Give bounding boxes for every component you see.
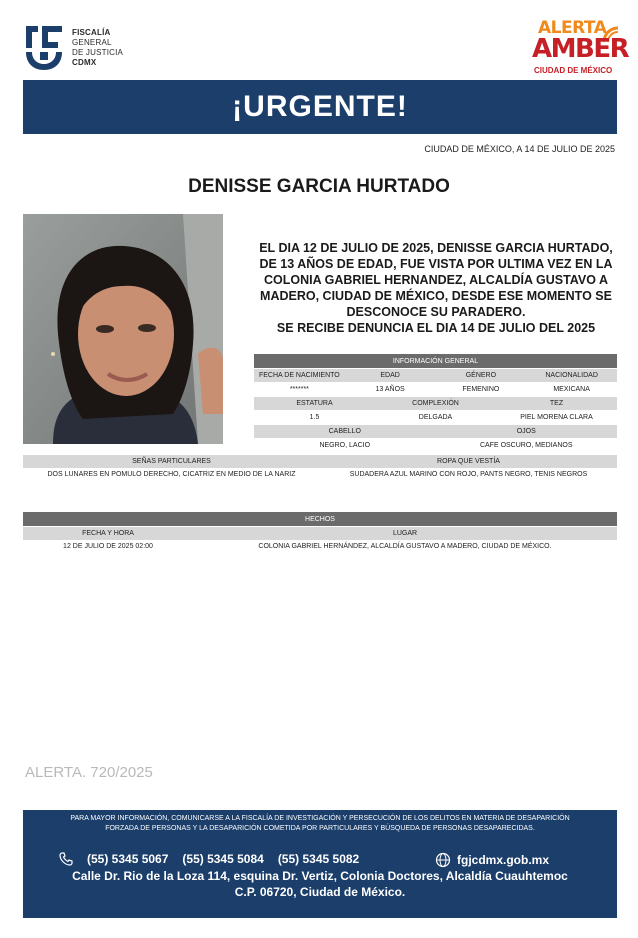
header-age: EDAD [380, 372, 400, 379]
phone-number[interactable]: (55) 5345 5067 [87, 852, 169, 866]
fgj-logo [22, 22, 132, 72]
value-date-time: 12 DE JULIO DE 2025 02:00 [63, 543, 153, 550]
header-birthdate: FECHA DE NACIMIENTO [258, 372, 340, 379]
value-eyes: CAFE OSCURO, MEDIANOS [479, 442, 573, 449]
general-info-value-row [254, 411, 617, 424]
address-line: C.P. 06720, Ciudad de México. [234, 885, 406, 899]
facts-header-row [23, 527, 617, 540]
amber-logo-amber: AMBER [532, 34, 629, 64]
general-info-value-row [254, 383, 617, 396]
fgj-line3: DE JUSTICIA [72, 48, 124, 57]
missing-person-photo [23, 214, 223, 444]
general-info-value-row [254, 439, 617, 452]
facts-title-row [23, 512, 617, 526]
value-complexion: PIEL MORENA CLARA [520, 414, 593, 421]
amber-logo-city: CIUDAD DE MÉXICO [534, 66, 613, 75]
general-info-title-row [254, 354, 617, 368]
value-build: DELGADA [418, 414, 453, 421]
phone-icon [59, 852, 73, 866]
header-nationality: NACIONALIDAD [545, 372, 598, 379]
footer-address [23, 868, 617, 900]
features-header-row [23, 455, 617, 468]
description-line: SE RECIBE DENUNCIA EL DIA 14 DE JULIO DEL 2025 [276, 321, 596, 335]
phone-number[interactable]: (55) 5345 5084 [182, 852, 264, 866]
portrait-image [23, 214, 223, 444]
general-info-header-row [254, 425, 617, 438]
footer-info-line: FORZADA DE PERSONAS Y LA DESAPARICIÓN COMETIDA POR PARTICULARES Y BÚSQUEDA DE PERSONAS DESAPARECIDAS. [105, 825, 535, 832]
description-line: MADERO, CIUDAD DE MÉXICO, DESDE ESE MOMENTO SE [260, 289, 612, 303]
value-clothing: SUDADERA AZUL MARINO CON ROJO, PANTS NEGRO, TENIS NEGROS [349, 471, 588, 478]
header-eyes: OJOS [516, 428, 536, 435]
header-particular-marks: SEÑAS PARTICULARES [132, 458, 211, 465]
description-line: DE 13 AÑOS DE EDAD, FUE VISTA POR ULTIMA VEZ EN LA [259, 257, 613, 271]
footer-phones [59, 852, 359, 866]
features-table [23, 455, 617, 483]
address-line: Calle Dr. Rio de la Loza 114, esquina Dr. Vertiz, Colonia Doctores, Alcaldía Cuauhtemoc [72, 869, 568, 883]
footer-info-text [37, 814, 603, 834]
footer [23, 810, 617, 918]
footer-info-line: PARA MAYOR INFORMACIÓN, COMUNICARSE A LA FISCALÍA DE INVESTIGACIÓN Y PERSECUCIÓN DE LOS DELITOS EN MATERIA DE DESAPARICIÓN [70, 815, 570, 822]
header-place: LUGAR [392, 530, 418, 537]
description-line: DESCONOCE SU PARADERO. [346, 305, 526, 319]
header-complexion: TEZ [549, 400, 564, 407]
facts-table [23, 512, 617, 554]
fgj-line2: GENERAL [72, 38, 112, 47]
facts-title: HECHOS [305, 515, 335, 523]
alert-number: ALERTA. 720/2025 [25, 764, 153, 781]
urgent-banner: ¡URGENTE! [23, 80, 617, 134]
description-text [252, 240, 620, 336]
fgj-line1: FISCALÍA [72, 28, 111, 37]
general-info-table [254, 354, 617, 454]
value-birthdate: ******* [289, 386, 309, 393]
amber-logo-alerta: ALERTA [538, 18, 607, 38]
value-particular-marks: DOS LUNARES EN POMULO DERECHO, CICATRIZ EN MEDIO DE LA NARIZ [47, 471, 296, 478]
fgj-emblem-icon [22, 22, 66, 70]
footer-website [435, 852, 549, 868]
general-info-header-row [254, 369, 617, 382]
value-height: 1.5 [309, 414, 320, 421]
globe-icon [435, 852, 451, 868]
date-line: CIUDAD DE MÉXICO, A 14 DE JULIO DE 2025 [424, 144, 615, 154]
value-nationality: MEXICANA [553, 386, 590, 393]
fgj-line4: CDMX [72, 58, 97, 67]
header-build: COMPLEXIÓN [412, 400, 459, 407]
general-info-title: INFORMACIÓN GENERAL [392, 357, 479, 365]
value-gender: FEMENINO [462, 386, 500, 393]
facts-value-row [23, 540, 617, 553]
amber-alert-logo [528, 18, 629, 80]
phone-number[interactable]: (55) 5345 5082 [277, 852, 360, 866]
header-height: ESTATURA [296, 400, 333, 407]
description-line: EL DIA 12 DE JULIO DE 2025, DENISSE GARCIA HURTADO, [259, 241, 613, 255]
header-clothing: ROPA QUE VESTÍA [437, 458, 500, 465]
header-gender: GÉNERO [465, 372, 497, 379]
header-date-time: FECHA Y HORA [82, 530, 134, 537]
website-link[interactable]: fgjcdmx.gob.mx [457, 853, 550, 867]
description-line: COLONIA GABRIEL HERNANDEZ, ALCALDÍA GUSTAVO A [264, 273, 608, 287]
person-name: DENISSE GARCIA HURTADO [188, 176, 450, 197]
header-hair: CABELLO [328, 428, 361, 435]
value-age: 13 AÑOS [375, 386, 405, 393]
value-hair: NEGRO, LACIO [319, 442, 371, 449]
features-value-row [23, 468, 617, 481]
fgj-logo-text [72, 28, 123, 68]
value-place: COLONIA GABRIEL HERNÁNDEZ, ALCALDÍA GUSTAVO A MADERO, CIUDAD DE MÉXICO. [258, 543, 552, 550]
general-info-header-row [254, 397, 617, 410]
